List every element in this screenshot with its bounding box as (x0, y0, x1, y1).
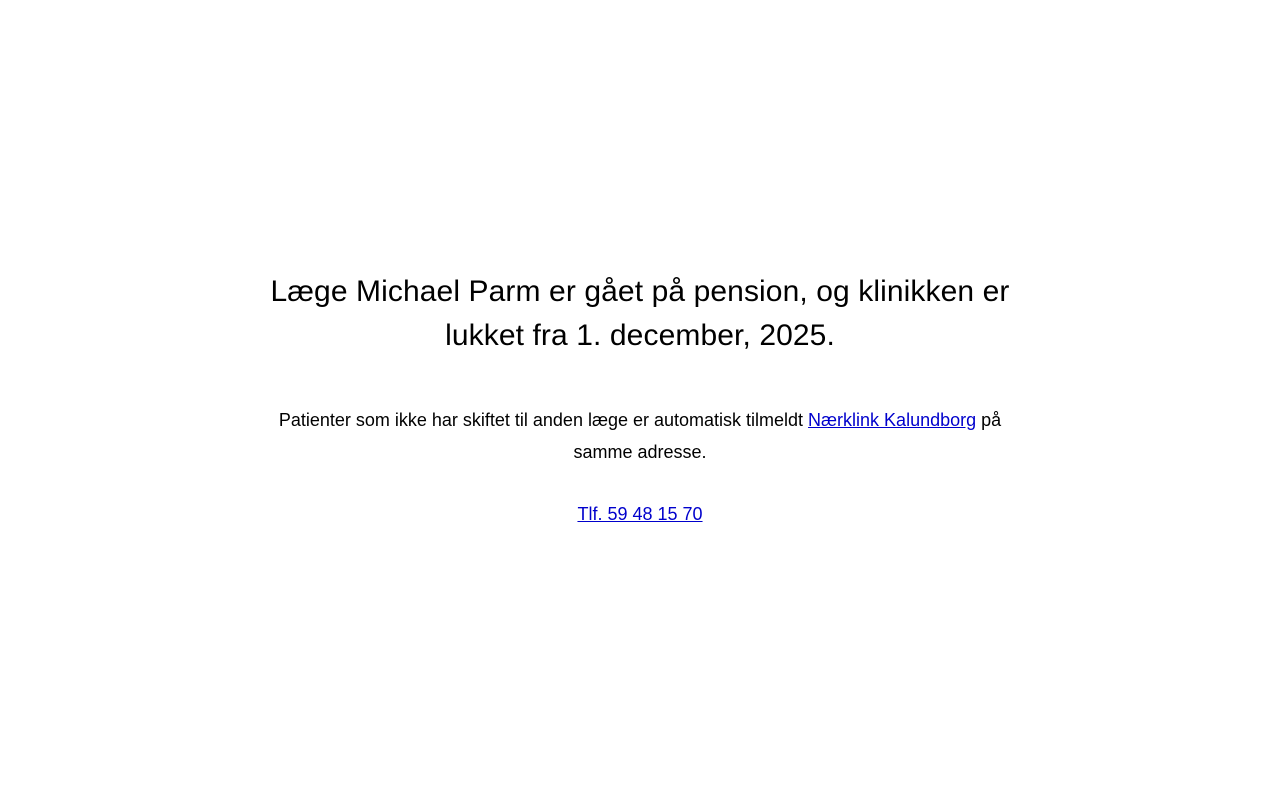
notice-body-text-after: på samme adresse. (573, 410, 1002, 462)
phone-line (260, 498, 1020, 530)
notice-body-text-before: Patienter som ikke har skiftet til anden læge er automatisk tilmeldt (278, 410, 809, 430)
notice-body (260, 404, 1020, 468)
naerklinik-kalundborg-link[interactable]: Nærklink Kalundborg (808, 410, 977, 430)
notice-block (260, 270, 1020, 530)
phone-link[interactable]: Tlf. 59 48 15 70 (577, 504, 703, 524)
page-title: Læge Michael Parm er gået på pension, og klinikken er lukket fra 1. december, 2025. (270, 275, 1010, 352)
